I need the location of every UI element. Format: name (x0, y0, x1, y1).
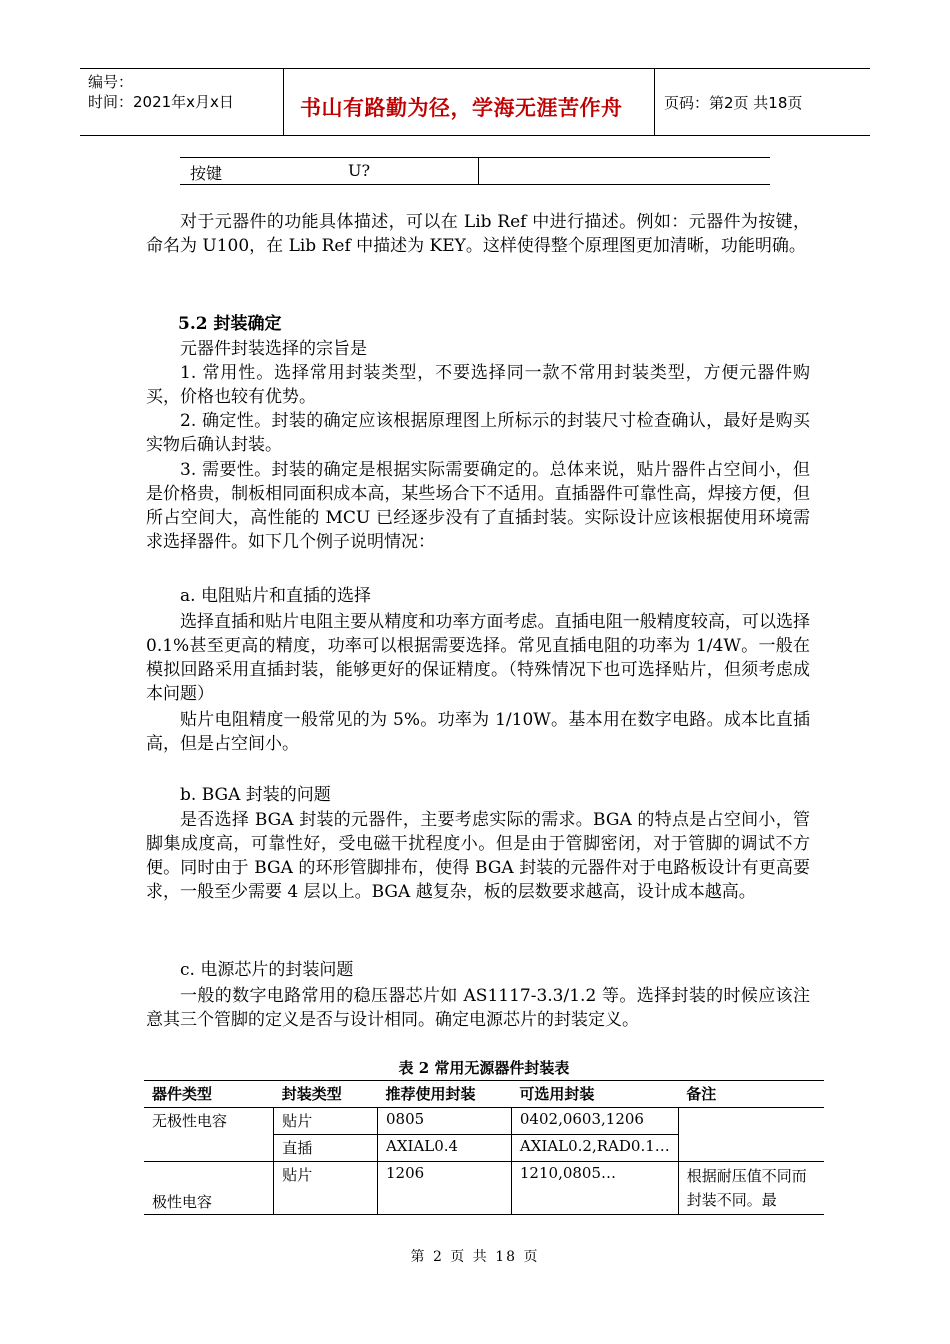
section-item-1: 1. 常用性。选择常用封装类型，不要选择同一款不常用封装类型，方便元器件购买，价格也较有优势。 (146, 363, 810, 407)
section-item-2: 2. 确定性。封装的确定应该根据原理图上所标示的封装尺寸检查确认，最好是购买实物后确认封装。 (146, 411, 810, 455)
subsection-b-paragraph: 是否选择 BGA 封装的元器件，主要考虑实际的需求。BGA 的特点是占空间小，管脚集成度高，可靠性好，受电磁干扰程度小。但是由于管脚密闭，对于管脚的调试不方便。同时由于 BGA 的环形管脚排布，使得 BGA 封装的元器件对于电路板设计有更高要求，一般至少需要 4 层以上。BGA 越复杂，板的层数要求越高，设计成本越高。 (146, 810, 810, 902)
header-number-label: 编号： (88, 73, 134, 91)
package-table (144, 1080, 824, 1215)
subsection-c-paragraph: 一般的数字电路常用的稳压器芯片如 AS1117-3.3/1.2 等。选择封装的时候应该注意其三个管脚的定义是否与设计相同。确定电源芯片的封装定义。 (146, 986, 810, 1030)
subsection-a-paragraph-2: 贴片电阻精度一般常见的为 5%。功率为 1/10W。基本用在数字电路。成本比直插高，但是占空间小。 (146, 710, 810, 754)
table-cell-package-type: 贴片 (274, 1108, 378, 1135)
top-table-cell-ref: U? (348, 161, 371, 180)
col-header-device-type: 器件类型 (144, 1081, 274, 1108)
subsection-a-paragraph-1: 选择直插和贴片电阻主要从精度和功率方面考虑。直插电阻一般精度较高，可以选择 0.1%甚至更高的精度，功率可以根据需要选择。常见直插电阻的功率为 1/4W。一般在模拟回路采用直插封装，能够更好的保证精度。（特殊情况下也可选择贴片，但须考虑成本问题） (146, 612, 810, 704)
top-table-rule-bottom (180, 184, 770, 185)
col-header-package-type: 封装类型 (274, 1081, 378, 1108)
table-cell-device-type: 无极性电容 (144, 1108, 274, 1162)
table-cell-optional: 1210,0805… (511, 1162, 678, 1215)
table-cell-device-type: 极性电容 (144, 1162, 274, 1215)
header-time-label: 时间：2021年x月x日 (88, 93, 234, 111)
table-cell-recommended: 0805 (378, 1108, 512, 1135)
table-caption: 表 2 常用无源器件封装表 (398, 1059, 570, 1077)
header-top-rule (80, 68, 870, 69)
col-header-optional: 可选用封装 (511, 1081, 678, 1108)
table-cell-package-type: 直插 (274, 1135, 378, 1162)
table-header-row (144, 1081, 824, 1108)
header-motto: 书山有路勤为径，学海无涯苦作舟 (300, 96, 623, 120)
table-cell-optional: 0402,0603,1206 (511, 1108, 678, 1135)
table-cell-optional: AXIAL0.2,RAD0.1… (511, 1135, 678, 1162)
top-table-cell-key: 按键 (190, 164, 223, 183)
header-divider-left (283, 68, 284, 136)
page-footer: 第 2 页 共 18 页 (410, 1249, 540, 1265)
top-table-col-divider (478, 157, 479, 185)
section-item-3: 3. 需要性。封装的确定是根据实际需要确定的。总体来说，贴片器件占空间小，但是价格贵，制板相同面积成本高，某些场合下不适用。直插器件可靠性高，焊接方便，但所占空间大，高性能的 MCU 已经逐步没有了直插封装。实际设计应该根据使用环境需求选择器件。如下几个例子说明情况： (146, 460, 810, 552)
table-row (144, 1108, 824, 1135)
table-cell-remarks (678, 1108, 824, 1162)
header-page-info: 页码：第2页 共18页 (664, 94, 803, 112)
table-cell-package-type: 贴片 (274, 1162, 378, 1215)
table-cell-recommended: AXIAL0.4 (378, 1135, 512, 1162)
col-header-recommended: 推荐使用封装 (378, 1081, 512, 1108)
table-cell-remarks: 根据耐压值不同而封装不同。最 (678, 1162, 824, 1215)
col-header-remarks: 备注 (678, 1081, 824, 1108)
subsection-b-title: b. BGA 封装的问题 (180, 785, 331, 805)
header-divider-right (654, 68, 655, 136)
table-row (144, 1162, 824, 1215)
intro-paragraph: 对于元器件的功能具体描述，可以在 Lib Ref 中进行描述。例如：元器件为按键，命名为 U100，在 Lib Ref 中描述为 KEY。这样使得整个原理图更加清晰，功能明确。 (146, 212, 810, 256)
subsection-a-title: a. 电阻贴片和直插的选择 (180, 586, 371, 606)
table-cell-recommended: 1206 (378, 1162, 512, 1215)
section-lead: 元器件封装选择的宗旨是 (180, 339, 367, 359)
top-table-rule-top (180, 157, 770, 158)
section-title: 5.2 封装确定 (178, 314, 282, 334)
header-bottom-rule (80, 135, 870, 136)
subsection-c-title: c. 电源芯片的封装问题 (180, 960, 354, 980)
